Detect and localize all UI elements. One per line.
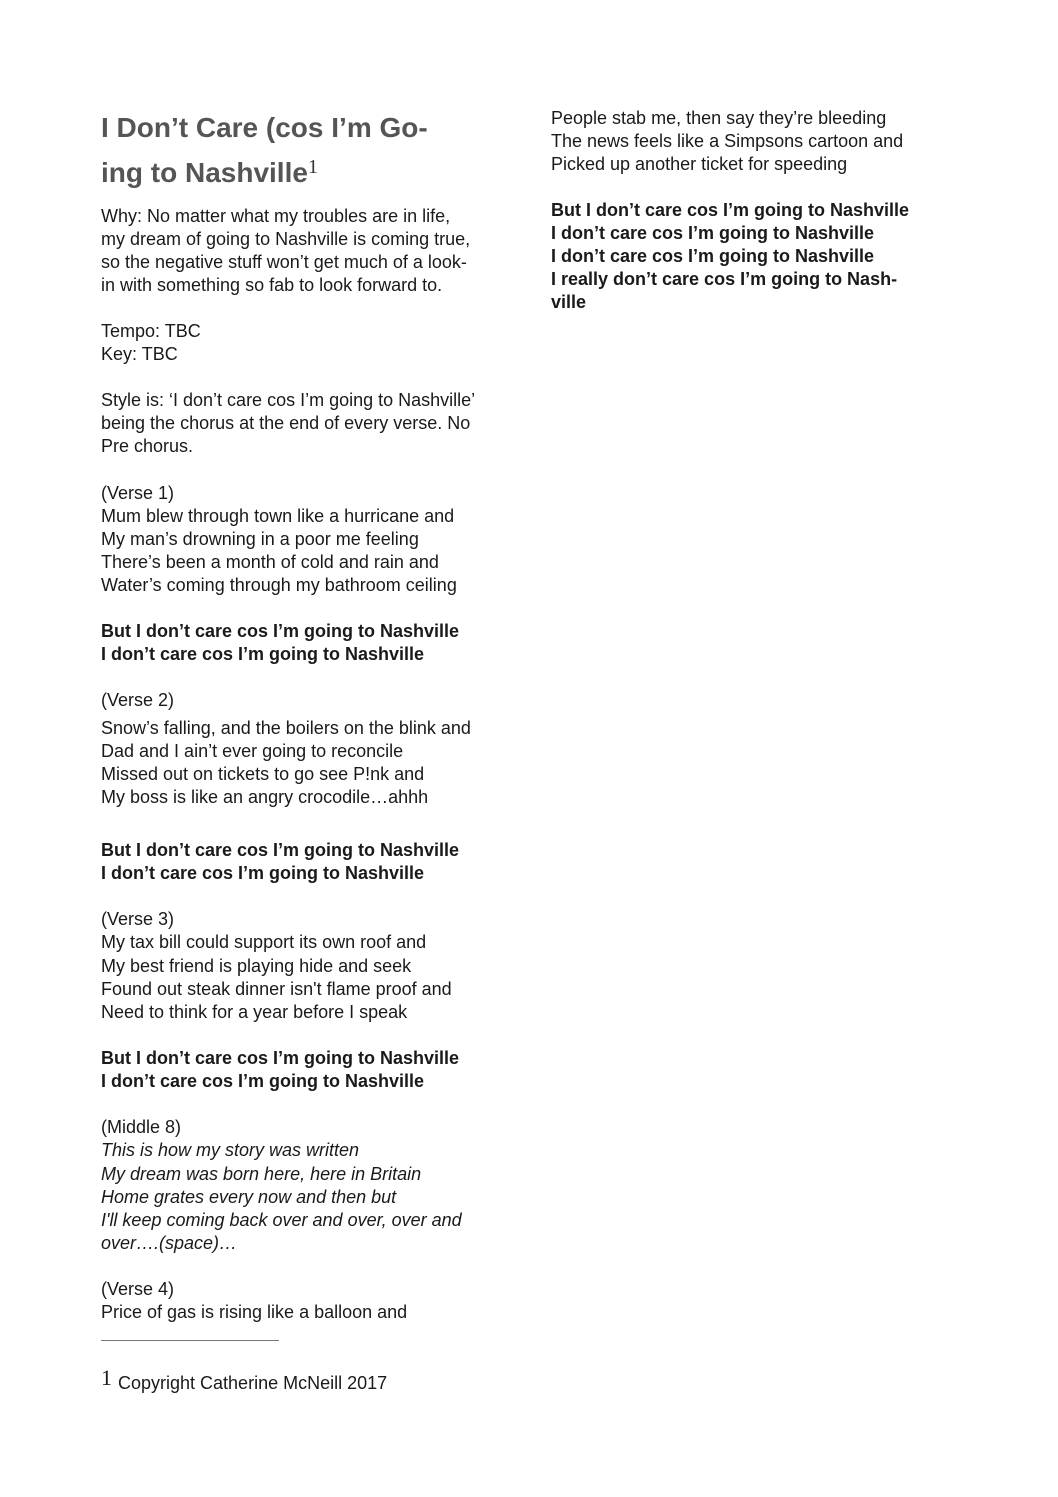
footnote-divider bbox=[101, 1340, 279, 1341]
lyric-line: Picked up another ticket for speeding bbox=[551, 154, 848, 174]
lyric-line: My boss is like an angry crocodile…ahhh bbox=[101, 787, 429, 807]
key: Key: TBC bbox=[101, 344, 178, 364]
middle-8-line: This is how my story was written bbox=[101, 1140, 360, 1160]
tempo: Tempo: TBC bbox=[101, 321, 201, 341]
chorus-line: I don’t care cos I’m going to Nashville bbox=[101, 644, 425, 664]
footnote-text: Copyright Catherine McNeill 2017 bbox=[118, 1373, 388, 1393]
lyric-line: Found out steak dinner isn't flame proof and bbox=[101, 979, 452, 999]
footnote bbox=[101, 1365, 387, 1394]
lyric-line: There’s been a month of cold and rain and bbox=[101, 552, 439, 572]
why-line: my dream of going to Nashville is coming true, bbox=[101, 229, 471, 249]
lyric-line: Mum blew through town like a hurricane and bbox=[101, 506, 455, 526]
chorus-line: But I don’t care cos I’m going to Nashville bbox=[551, 200, 910, 220]
chorus-line: I really don’t care cos I’m going to Nash- bbox=[551, 269, 898, 289]
chorus-line: I don’t care cos I’m going to Nashville bbox=[101, 863, 425, 883]
lyric-line: Need to think for a year before I speak bbox=[101, 1002, 408, 1022]
lyric-line: The news feels like a Simpsons cartoon and bbox=[551, 131, 904, 151]
chorus-line: But I don’t care cos I’m going to Nashville bbox=[101, 621, 460, 641]
lyric-line: My tax bill could support its own roof and bbox=[101, 932, 427, 952]
lyric-line: People stab me, then say they’re bleeding bbox=[551, 108, 887, 128]
song-title-line-2: ing to Nashville$^1$ bbox=[101, 156, 318, 188]
verse-2-label: (Verse 2) bbox=[101, 690, 175, 710]
lyric-line: Missed out on tickets to go see P!nk and bbox=[101, 764, 425, 784]
verse-1-label: (Verse 1) bbox=[101, 483, 175, 503]
verse-3-label: (Verse 3) bbox=[101, 909, 175, 929]
chorus-line: I don’t care cos I’m going to Nashville bbox=[101, 1071, 425, 1091]
footnote-number: 1 bbox=[101, 1365, 112, 1390]
middle-8-line: Home grates every now and then but bbox=[101, 1187, 397, 1207]
verse-4-label: (Verse 4) bbox=[101, 1279, 175, 1299]
footnote-reference: 1 bbox=[307, 156, 318, 178]
style-line: being the chorus at the end of every verse. No bbox=[101, 413, 471, 433]
chorus-line: I don’t care cos I’m going to Nashville bbox=[551, 223, 875, 243]
chorus-line: But I don’t care cos I’m going to Nashville bbox=[101, 1048, 460, 1068]
why-line: Why: No matter what my troubles are in life, bbox=[101, 206, 451, 226]
lyric-line: Dad and I ain’t ever going to reconcile bbox=[101, 741, 404, 761]
chorus-line: I don’t care cos I’m going to Nashville bbox=[551, 246, 875, 266]
chorus-line: ville bbox=[551, 292, 587, 312]
middle-8-line: My dream was born here, here in Britain bbox=[101, 1164, 422, 1184]
chorus-line: But I don’t care cos I’m going to Nashville bbox=[101, 840, 460, 860]
style-line: Pre chorus. bbox=[101, 436, 194, 456]
middle-8-line: I'll keep coming back over and over, over and bbox=[101, 1210, 462, 1230]
middle-8-label: (Middle 8) bbox=[101, 1117, 182, 1137]
song-title-line-1: I Don’t Care (cos I’m Go- bbox=[101, 112, 428, 143]
lyric-line: Snow’s falling, and the boilers on the blink and bbox=[101, 718, 471, 738]
why-line: so the negative stuff won’t get much of a look- bbox=[101, 252, 467, 272]
why-line: in with something so fab to look forward to. bbox=[101, 275, 443, 295]
lyric-line: Price of gas is rising like a balloon and bbox=[101, 1302, 408, 1322]
lyric-line: My man’s drowning in a poor me feeling bbox=[101, 529, 419, 549]
lyric-line: Water’s coming through my bathroom ceiling bbox=[101, 575, 457, 595]
lyric-line: My best friend is playing hide and seek bbox=[101, 956, 412, 976]
middle-8-line: over….(space)… bbox=[101, 1233, 238, 1253]
style-line: Style is: ‘I don’t care cos I’m going to Nashville’ bbox=[101, 390, 476, 410]
